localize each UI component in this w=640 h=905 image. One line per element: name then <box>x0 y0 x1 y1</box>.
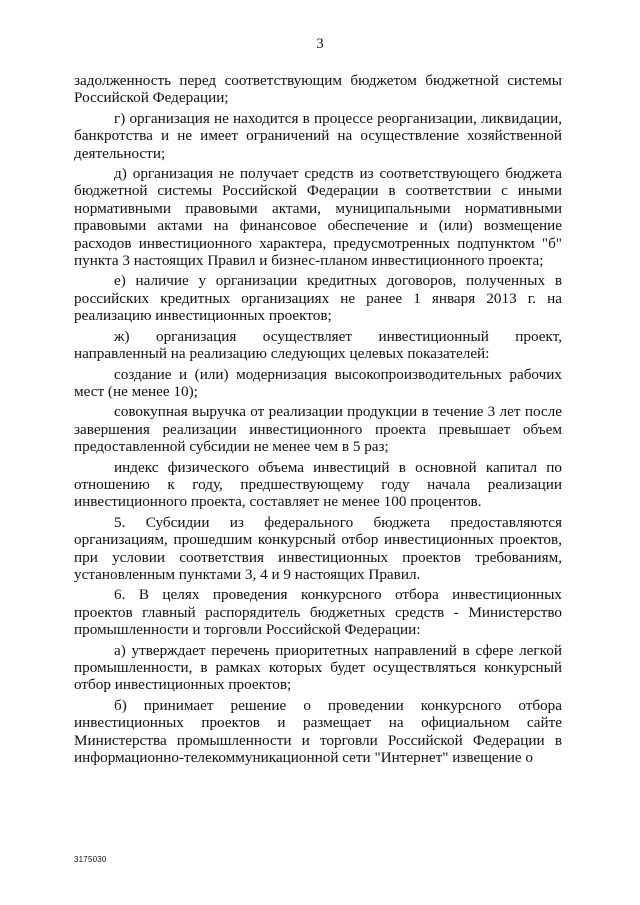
indicator-investment-index: индекс физического объема инвестиций в основной капитал по отношению к году, предшествующему году начала реализации инвестиционного проекта, составляет не менее 100 процентов. <box>74 458 562 511</box>
document-body <box>74 72 562 769</box>
section-5: 5. Субсидии из федерального бюджета предоставляются организациям, прошедшим конкурсный отбор инвестиционных проектов, при условии соответствия инвестиционных проектов требованиям, установленным пунктами 3, 4 и 9 настоящих Правил. <box>74 513 562 583</box>
paragraph-zh: ж) организация осуществляет инвестиционный проект, направленный на реализацию следующих целевых показателей: <box>74 327 562 363</box>
paragraph-d: д) организация не получает средств из соответствующего бюджета бюджетной системы Российской Федерации в соответствии с иными нормативными правовыми актами, муниципальными нормативными правовыми актами на финансовое обеспечение и (или) возмещение расходов инвестиционного характера, предусмотренных подпунктом "б" пункта 3 настоящих Правил и бизнес-планом инвестиционного проекта; <box>74 165 562 270</box>
paragraph-b: б) принимает решение о проведении конкурсного отбора инвестиционных проектов и размещает на официальном сайте Министерства промышленности и торговли Российской Федерации в информационно-телекоммуникационной сети "Интернет" извещение о <box>74 696 562 767</box>
document-code: 3175030 <box>74 855 107 864</box>
section-6: 6. В целях проведения конкурсного отбора инвестиционных проектов главный распорядитель бюджетных средств - Министерство промышленности и торговли Российской Федерации: <box>74 586 562 639</box>
page-number: 3 <box>316 36 324 52</box>
paragraph-g: г) организация не находится в процессе реорганизации, ликвидации, банкротства и не имеет ограничений на осуществление хозяйственной деятельности; <box>74 109 562 162</box>
indicator-revenue: совокупная выручка от реализации продукции в течение 3 лет после завершения реализации инвестиционного проекта превышает объем предоставленной субсидии не менее чем в 5 раз; <box>74 403 562 456</box>
paragraph-a: а) утверждает перечень приоритетных направлений в сфере легкой промышленности, в рамках которых будет осуществляться конкурсный отбор инвестиционных проектов; <box>74 641 562 694</box>
paragraph-e: е) наличие у организации кредитных договоров, полученных в российских кредитных организациях не ранее 1 января 2013 г. на реализацию инвестиционных проектов; <box>74 272 562 325</box>
paragraph-debt-continuation: задолженность перед соответствующим бюджетом бюджетной системы Российской Федерации; <box>74 72 562 107</box>
indicator-jobs: создание и (или) модернизация высокопроизводительных рабочих мест (не менее 10); <box>74 365 562 400</box>
